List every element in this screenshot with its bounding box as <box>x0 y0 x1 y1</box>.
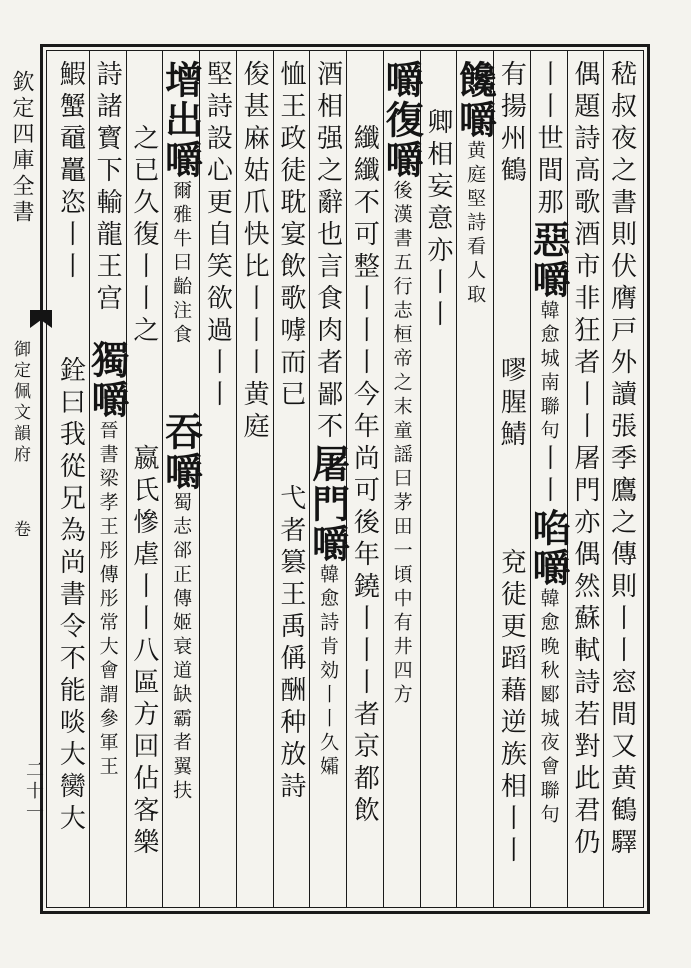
column-text: 爾雅牛曰齝注食 <box>170 180 193 348</box>
column-text: 兗徒更蹈藉逆族相丨丨 <box>496 548 527 868</box>
column-rule <box>530 50 531 908</box>
text-column-14 <box>126 60 163 900</box>
headword: 嚼復嚼 <box>379 60 425 180</box>
column-text: 韓愈詩肯効丨丨久孀 <box>317 564 340 780</box>
column-rule <box>236 50 237 908</box>
column-text: 丨丨世間那 <box>533 60 564 220</box>
column-rule <box>89 50 90 908</box>
column-text: 蜀志郤正傳姬衰道缺霸者翼扶 <box>170 492 193 804</box>
column-text: 纖纖不可整丨丨丨今年尚可後年鐃丨丨丨者京都飲 <box>349 60 380 828</box>
text-column-16 <box>52 60 89 900</box>
column-text <box>168 348 194 412</box>
column-text: 詩諸寳下輸龍王宫 <box>92 60 123 316</box>
text-column-1 <box>603 60 640 900</box>
text-column-4 <box>493 60 530 900</box>
column-rule <box>603 50 604 908</box>
text-column-2 <box>567 60 604 900</box>
column-text: 嘐腥鯖 <box>496 356 527 452</box>
column-text: 黄庭堅詩看人取 <box>464 140 487 308</box>
column-text: 韓愈晚秋郾城夜會聯句 <box>537 588 560 828</box>
headword: 啗嚼 <box>526 508 572 588</box>
column-text <box>281 412 300 484</box>
column-text: 韓愈城南聯句 <box>537 300 560 444</box>
text-column-9 <box>305 60 351 900</box>
column-text: 卿相妄意亦丨丨 <box>422 108 453 332</box>
column-text: 俊甚麻姑爪快比丨丨丨黄庭 <box>239 60 270 444</box>
column-rule <box>162 50 163 908</box>
text-column-6 <box>420 60 457 900</box>
column-text: 丨丨 <box>533 444 564 508</box>
headword: 惡嚼 <box>526 220 572 300</box>
column-text: 酒相强之辭也言食肉者鄙不 <box>312 60 343 444</box>
text-column-10 <box>273 60 310 900</box>
column-text: 有揚州鶴 <box>496 60 527 188</box>
page-number: 二十一 <box>23 760 44 823</box>
column-text <box>61 284 80 356</box>
column-text: 偶題詩高歌酒市非狂者丨丨屠門亦偶然蘇軾詩若對此君仍 <box>569 60 600 860</box>
column-text <box>428 60 447 108</box>
juan-label: 卷 <box>10 520 30 541</box>
column-rule <box>567 50 568 908</box>
column-text: 銓曰我從兄為尚書令不能啖大臠大 <box>55 356 86 836</box>
headword: 饞嚼 <box>452 60 498 140</box>
column-rule <box>493 50 494 908</box>
column-text: 鰕蟹黿鼉恣丨丨 <box>55 60 86 284</box>
column-text: 弋者篡王禹偁酬种放詩 <box>275 484 306 804</box>
headword: 吞嚼 <box>158 412 204 492</box>
text-column-15 <box>85 60 131 900</box>
column-text: 嵇叔夜之書則伏膺戸外讀張季鷹之傳則丨丨窓間又黄鶴驛 <box>606 60 637 860</box>
column-rule <box>456 50 457 908</box>
column-text: 之已久復丨丨之 <box>128 60 159 348</box>
book-title: 欽定四庫全書 <box>9 70 34 226</box>
text-column-7 <box>379 60 425 900</box>
column-text: 嬴氏慘虐丨丨八區方回佔客樂 <box>128 348 159 860</box>
text-column-12 <box>199 60 236 900</box>
text-column-3 <box>526 60 572 900</box>
column-text: 恤王政徒耽宴飲歌嘑而已 <box>275 60 306 412</box>
headword: 獨嚼 <box>85 340 131 420</box>
column-text <box>502 452 521 548</box>
column-text: 後漢書五行志桓帝之末童謡曰茅田一頃中有井四方 <box>390 180 413 708</box>
column-text: 晉書梁孝王彤傳彤常大會謂參軍王 <box>96 420 119 780</box>
column-rule <box>273 50 274 908</box>
column-text <box>502 188 521 356</box>
column-rule <box>309 50 310 908</box>
column-text <box>98 316 117 340</box>
headword: 屠門嚼 <box>305 444 351 564</box>
text-column-5 <box>452 60 498 900</box>
text-column-13 <box>158 60 204 900</box>
text-column-8 <box>346 60 383 900</box>
column-text: 堅詩設心更自笑欲過丨丨 <box>202 60 233 412</box>
headword: 增出嚼 <box>158 60 204 180</box>
column-rule <box>126 50 127 908</box>
fold-title: 御定佩文韻府 <box>10 340 30 466</box>
text-column-11 <box>236 60 273 900</box>
fish-tail-mark-icon <box>28 308 54 330</box>
column-rule <box>383 50 384 908</box>
